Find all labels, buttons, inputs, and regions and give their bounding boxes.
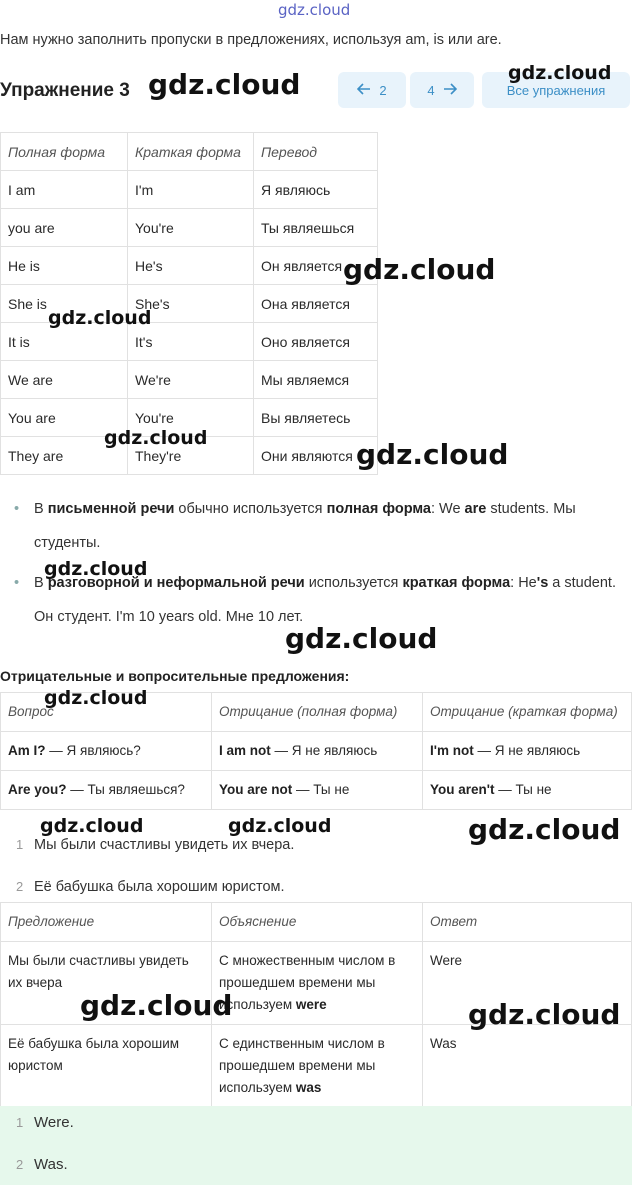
table-cell: We're	[128, 361, 254, 399]
intro-text: Нам нужно заполнить пропуски в предложениях, используя am, is или are.	[0, 32, 502, 48]
negation-table-wrapper	[0, 692, 632, 830]
list-item: 1 Мы были счастливы увидеть их вчера.	[16, 837, 295, 853]
table-cell: Am I? — Я являюсь?	[1, 732, 212, 771]
table-cell: You are not — Ты не	[212, 771, 423, 810]
table-cell: It's	[128, 323, 254, 361]
watermark: gdz.cloud	[285, 622, 438, 655]
watermark: gdz.cloud	[48, 307, 152, 329]
table-header-row	[1, 903, 632, 942]
table-cell: I'm	[128, 171, 254, 209]
watermark: gdz.cloud	[44, 687, 148, 709]
watermark: gdz.cloud	[148, 68, 301, 101]
table-cell: They are	[1, 437, 128, 475]
table-cell: Was	[423, 1025, 632, 1108]
table-header: Предложение	[1, 903, 212, 942]
table-cell: С единственным числом в прошедшем времени мы используем was	[212, 1025, 423, 1108]
table-row	[1, 1025, 632, 1108]
table-cell: They're	[128, 437, 254, 475]
all-exercises-label: Все упражнения	[506, 82, 606, 98]
watermark: gdz.cloud	[468, 998, 621, 1031]
watermark-top: gdz.cloud	[278, 1, 351, 19]
watermark: gdz.cloud	[228, 815, 332, 837]
table-cell: You're	[128, 399, 254, 437]
table-cell: Мы были счастливы увидеть их вчера	[1, 942, 212, 1025]
prev-exercise-label: 2	[379, 82, 387, 98]
next-exercise-button[interactable]	[410, 72, 474, 108]
arrow-left-icon	[357, 83, 371, 98]
table-cell: Are you? — Ты являешься?	[1, 771, 212, 810]
list-item: 1 Were.	[16, 1114, 74, 1131]
table-cell: Ты являешься	[254, 209, 378, 247]
table-cell: Её бабушка была хорошим юристом	[1, 1025, 212, 1108]
prev-exercise-button[interactable]	[338, 72, 406, 108]
table-cell: We are	[1, 361, 128, 399]
table-cell: Were	[423, 942, 632, 1025]
table-cell: She is	[1, 285, 128, 323]
table-cell: You aren't — Ты не	[423, 771, 632, 810]
table-row	[1, 171, 378, 209]
table-row	[1, 209, 378, 247]
list-item: 2 Was.	[16, 1156, 68, 1173]
answer-list	[0, 1106, 632, 1196]
table-header: Перевод	[254, 133, 378, 171]
next-exercise-label: 4	[427, 82, 435, 98]
table-row	[1, 771, 632, 810]
table-header: Вопрос	[1, 693, 212, 732]
table-header: Объяснение	[212, 903, 423, 942]
table-cell: Они являются	[254, 437, 378, 475]
table-cell: I am	[1, 171, 128, 209]
table-cell: It is	[1, 323, 128, 361]
table-row	[1, 247, 378, 285]
watermark: gdz.cloud	[40, 815, 144, 837]
watermark: gdz.cloud	[468, 813, 621, 846]
table-cell: Оно является	[254, 323, 378, 361]
table-header: Ответ	[423, 903, 632, 942]
table-cell: Вы являетесь	[254, 399, 378, 437]
exercise-title: Упражнение 3	[0, 80, 130, 101]
table-cell: He's	[128, 247, 254, 285]
negation-table	[0, 692, 632, 810]
watermark: gdz.cloud	[343, 253, 496, 286]
table-cell: I am not — Я не являюсь	[212, 732, 423, 771]
table-cell: He is	[1, 247, 128, 285]
table-cell: Я являюсь	[254, 171, 378, 209]
table-cell: You're	[128, 209, 254, 247]
table-cell: I'm not — Я не являюсь	[423, 732, 632, 771]
list-item: 2 Её бабушка была хорошим юристом.	[16, 879, 285, 895]
section-title: Отрицательные и вопросительные предложения:	[0, 668, 350, 684]
verb-forms-table	[0, 132, 378, 475]
table-cell: you are	[1, 209, 128, 247]
watermark: gdz.cloud	[356, 438, 509, 471]
table-cell: Он является	[254, 247, 378, 285]
table-row	[1, 361, 378, 399]
watermark: gdz.cloud	[44, 558, 148, 580]
table-header: Краткая форма	[128, 133, 254, 171]
table-row	[1, 732, 632, 771]
watermark: gdz.cloud	[508, 62, 612, 84]
arrow-right-icon	[443, 83, 457, 98]
table-cell: Она является	[254, 285, 378, 323]
watermark: gdz.cloud	[80, 989, 233, 1022]
table-header: Отрицание (краткая форма)	[423, 693, 632, 732]
table-header: Полная форма	[1, 133, 128, 171]
table-cell: You are	[1, 399, 128, 437]
table-header: Отрицание (полная форма)	[212, 693, 423, 732]
list-item: • В письменной речи обычно используется полная форма: We are students. Мы студенты.	[14, 492, 624, 560]
table-cell: Мы являемся	[254, 361, 378, 399]
table-header-row	[1, 133, 378, 171]
list-item: • В разговорной и неформальной речи используется краткая форма: He's a student. Он студент. I'm 10 years old. Мне 10 лет.	[14, 566, 624, 634]
answer-box	[0, 1106, 632, 1185]
table-cell: She's	[128, 285, 254, 323]
table-cell: С множественным числом в прошедшем времени мы используем were	[212, 942, 423, 1025]
watermark: gdz.cloud	[104, 427, 208, 449]
